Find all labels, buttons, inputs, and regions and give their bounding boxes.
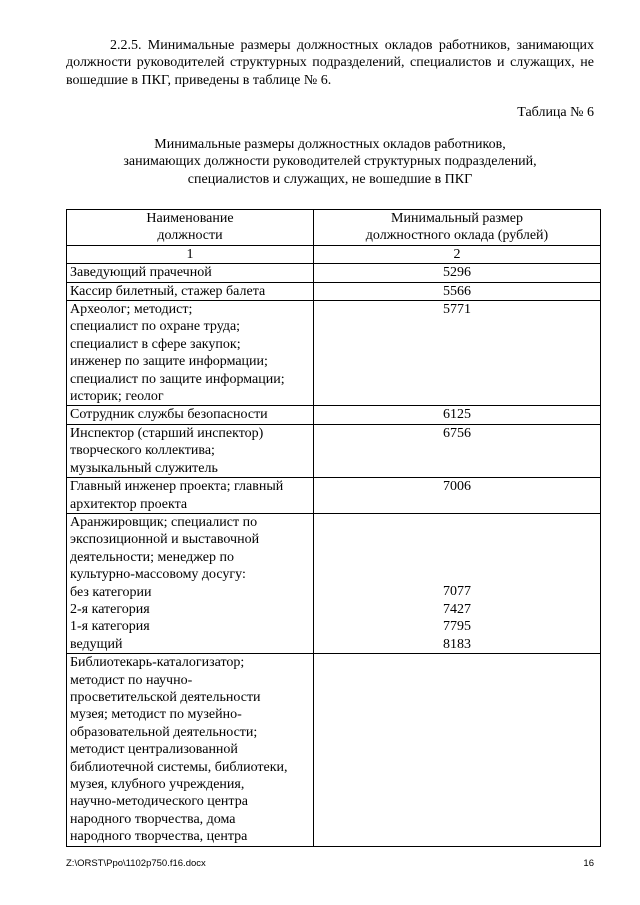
- table-row: [67, 654, 601, 846]
- position-line: народного творчества, дома: [70, 811, 236, 827]
- footer-page-number: 16: [583, 858, 594, 869]
- header-position: [67, 210, 314, 246]
- salary-cell: [314, 282, 601, 300]
- position-cell: [67, 654, 314, 846]
- column-number-2: 2: [314, 245, 601, 263]
- position-line: Заведующий прачечной: [70, 265, 212, 281]
- header-position-line-1: Наименование: [146, 211, 234, 226]
- salary-cell: [314, 424, 601, 477]
- salary-cell: [314, 478, 601, 514]
- column-number-row: [67, 245, 601, 263]
- intro-text: 2.2.5. Минимальные размеры должностных окладов работников, занимающих должности руководителей структурных подразделений, специалистов и служащих, не вошедшие в ПКГ, приведены в таблице № 6.: [66, 38, 594, 88]
- salary-value: 6756: [443, 425, 471, 441]
- position-line: методист по научно-: [70, 672, 193, 688]
- caption-line-3: специалистов и служащих, не вошедшие в ПКГ: [187, 171, 473, 187]
- category-salary: 7077: [443, 584, 471, 600]
- position-cell: [67, 478, 314, 514]
- position-line: просветительской деятельности: [70, 689, 261, 705]
- salary-cell: [314, 301, 601, 406]
- position-line: народного творчества, центра: [70, 829, 248, 845]
- salary-cell: [314, 654, 601, 846]
- category-salary: 8183: [443, 636, 471, 652]
- category-label: без категории: [70, 584, 152, 600]
- position-line: Аранжировщик; специалист по: [70, 514, 258, 530]
- table-row: [67, 406, 601, 424]
- position-cell: [67, 264, 314, 282]
- position-line: библиотечной системы, библиотеки,: [70, 759, 288, 775]
- table-row: [67, 264, 601, 282]
- position-line: историк; геолог: [70, 389, 164, 405]
- table-row: [67, 478, 601, 514]
- salary-cell: [314, 406, 601, 424]
- position-line: Археолог; методист;: [70, 302, 193, 318]
- category-salary: 7795: [443, 619, 471, 635]
- position-line: музыкальный служитель: [70, 460, 218, 476]
- position-line: архитектор проекта: [70, 496, 188, 512]
- position-line: Библиотекарь-каталогизатор;: [70, 655, 245, 671]
- position-cell: [67, 301, 314, 406]
- position-line: культурно-массовому досугу:: [70, 567, 246, 583]
- salary-table: [66, 209, 601, 847]
- position-line: экспозиционной и выставочной: [70, 532, 260, 548]
- position-line: образовательной деятельности;: [70, 724, 258, 740]
- footer-file-path: Z:\ORST\Ppo\1102p750.f16.docx: [66, 858, 206, 869]
- position-line: методист централизованной: [70, 742, 238, 758]
- position-line: Главный инженер проекта; главный: [70, 479, 284, 495]
- caption-line-1: Минимальные размеры должностных окладов работников,: [154, 137, 506, 152]
- salary-cell: [314, 264, 601, 282]
- position-cell: [67, 282, 314, 300]
- header-salary-line-1: Минимальный размер: [391, 211, 523, 226]
- position-line: деятельности; менеджер по: [70, 549, 234, 565]
- table-row: [67, 282, 601, 300]
- position-line: специалист в сфере закупок;: [70, 336, 241, 352]
- table-header-row: [67, 210, 601, 246]
- position-line: Инспектор (старший инспектор): [70, 425, 264, 441]
- position-line: творческого коллектива;: [70, 443, 215, 459]
- salary-value: 7006: [443, 479, 471, 495]
- category-label: 1-я категория: [70, 619, 150, 635]
- table-row: [67, 301, 601, 406]
- position-line: специалист по охране труда;: [70, 319, 241, 335]
- header-salary: [314, 210, 601, 246]
- caption-line-2: занимающих должности руководителей структурных подразделений,: [123, 154, 537, 170]
- table-number: Таблица № 6: [517, 105, 594, 120]
- position-line: Кассир билетный, стажер балета: [70, 283, 266, 299]
- table-row: [67, 513, 601, 653]
- salary-cell: [314, 513, 601, 653]
- salary-value: 6125: [443, 407, 471, 423]
- table-caption: [66, 136, 594, 188]
- position-line: инженер по защите информации;: [70, 354, 268, 370]
- position-cell: [67, 406, 314, 424]
- category-label: ведущий: [70, 636, 123, 652]
- position-cell: [67, 513, 314, 653]
- salary-value: 5566: [443, 283, 471, 299]
- salary-value: 5296: [443, 265, 471, 281]
- position-line: музея; методист по музейно-: [70, 707, 242, 723]
- header-position-line-2: должности: [157, 228, 223, 244]
- position-line: научно-методического центра: [70, 794, 248, 810]
- category-label: 2-я категория: [70, 601, 150, 617]
- salary-value: 5771: [443, 302, 471, 318]
- position-cell: [67, 424, 314, 477]
- position-line: Сотрудник службы безопасности: [70, 407, 268, 423]
- column-number-1: 1: [67, 245, 314, 263]
- position-line: музея, клубного учреждения,: [70, 777, 245, 792]
- category-salary: 7427: [443, 601, 471, 617]
- intro-paragraph: [66, 37, 594, 89]
- position-line: специалист по защите информации;: [70, 371, 285, 387]
- table-row: [67, 424, 601, 477]
- header-salary-line-2: должностного оклада (рублей): [365, 228, 549, 244]
